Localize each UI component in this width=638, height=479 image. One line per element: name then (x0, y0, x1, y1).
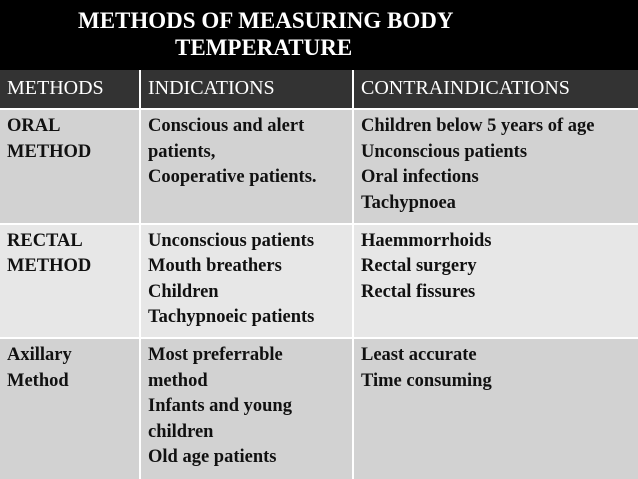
table-row-oral (0, 109, 638, 224)
indications-cell (140, 224, 353, 339)
contraindication-item: Oral infections (361, 167, 479, 188)
indication-item: Conscious and alert (148, 116, 305, 137)
method-cell (0, 224, 140, 339)
indication-item: children (148, 421, 214, 442)
method-line: METHOD (7, 256, 92, 277)
indication-item: Infants and young (148, 396, 292, 417)
method-cell (0, 338, 140, 479)
method-cell (0, 109, 140, 224)
methods-table (0, 70, 638, 479)
indication-item: Old age patients (148, 447, 277, 468)
slide-title-line-1: METHODS OF MEASURING BODY (78, 8, 454, 33)
table-header-row (0, 70, 638, 109)
method-line: Method (7, 370, 69, 391)
contraindication-item: Haemmorrhoids (361, 230, 492, 251)
table-row-rectal (0, 224, 638, 339)
table-row-axillary (0, 338, 638, 479)
indication-item: method (148, 370, 208, 391)
slide-title (0, 0, 638, 70)
contraindication-item: Tachypnoea (361, 192, 456, 213)
contraindication-item: Children below 5 years of age (361, 116, 595, 137)
contraindications-cell (353, 338, 638, 479)
contraindication-item: Rectal fissures (361, 281, 476, 302)
indication-item: Mouth breathers (148, 256, 282, 277)
indications-cell (140, 338, 353, 479)
method-line: RECTAL (7, 230, 83, 251)
contraindication-item: Unconscious patients (361, 141, 528, 162)
header-contraindications: CONTRAINDICATIONS (353, 70, 638, 109)
contraindication-item: Time consuming (361, 370, 492, 391)
indication-item: Children (148, 281, 219, 302)
indication-item: Most preferrable (148, 345, 283, 366)
indication-item: Unconscious patients (148, 230, 315, 251)
method-line: METHOD (7, 141, 92, 162)
header-methods: METHODS (0, 70, 140, 109)
contraindications-cell (353, 224, 638, 339)
method-line: Axillary (7, 345, 72, 366)
indications-cell (140, 109, 353, 224)
contraindication-item: Rectal surgery (361, 256, 477, 277)
indication-item: patients, (148, 141, 216, 162)
header-indications: INDICATIONS (140, 70, 353, 109)
indication-item: Cooperative patients. (148, 167, 317, 188)
indication-item: Tachypnoeic patients (148, 307, 315, 328)
method-line: ORAL (7, 116, 61, 137)
contraindications-cell (353, 109, 638, 224)
slide-title-line-2: TEMPERATURE (175, 35, 353, 60)
contraindication-item: Least accurate (361, 345, 477, 366)
